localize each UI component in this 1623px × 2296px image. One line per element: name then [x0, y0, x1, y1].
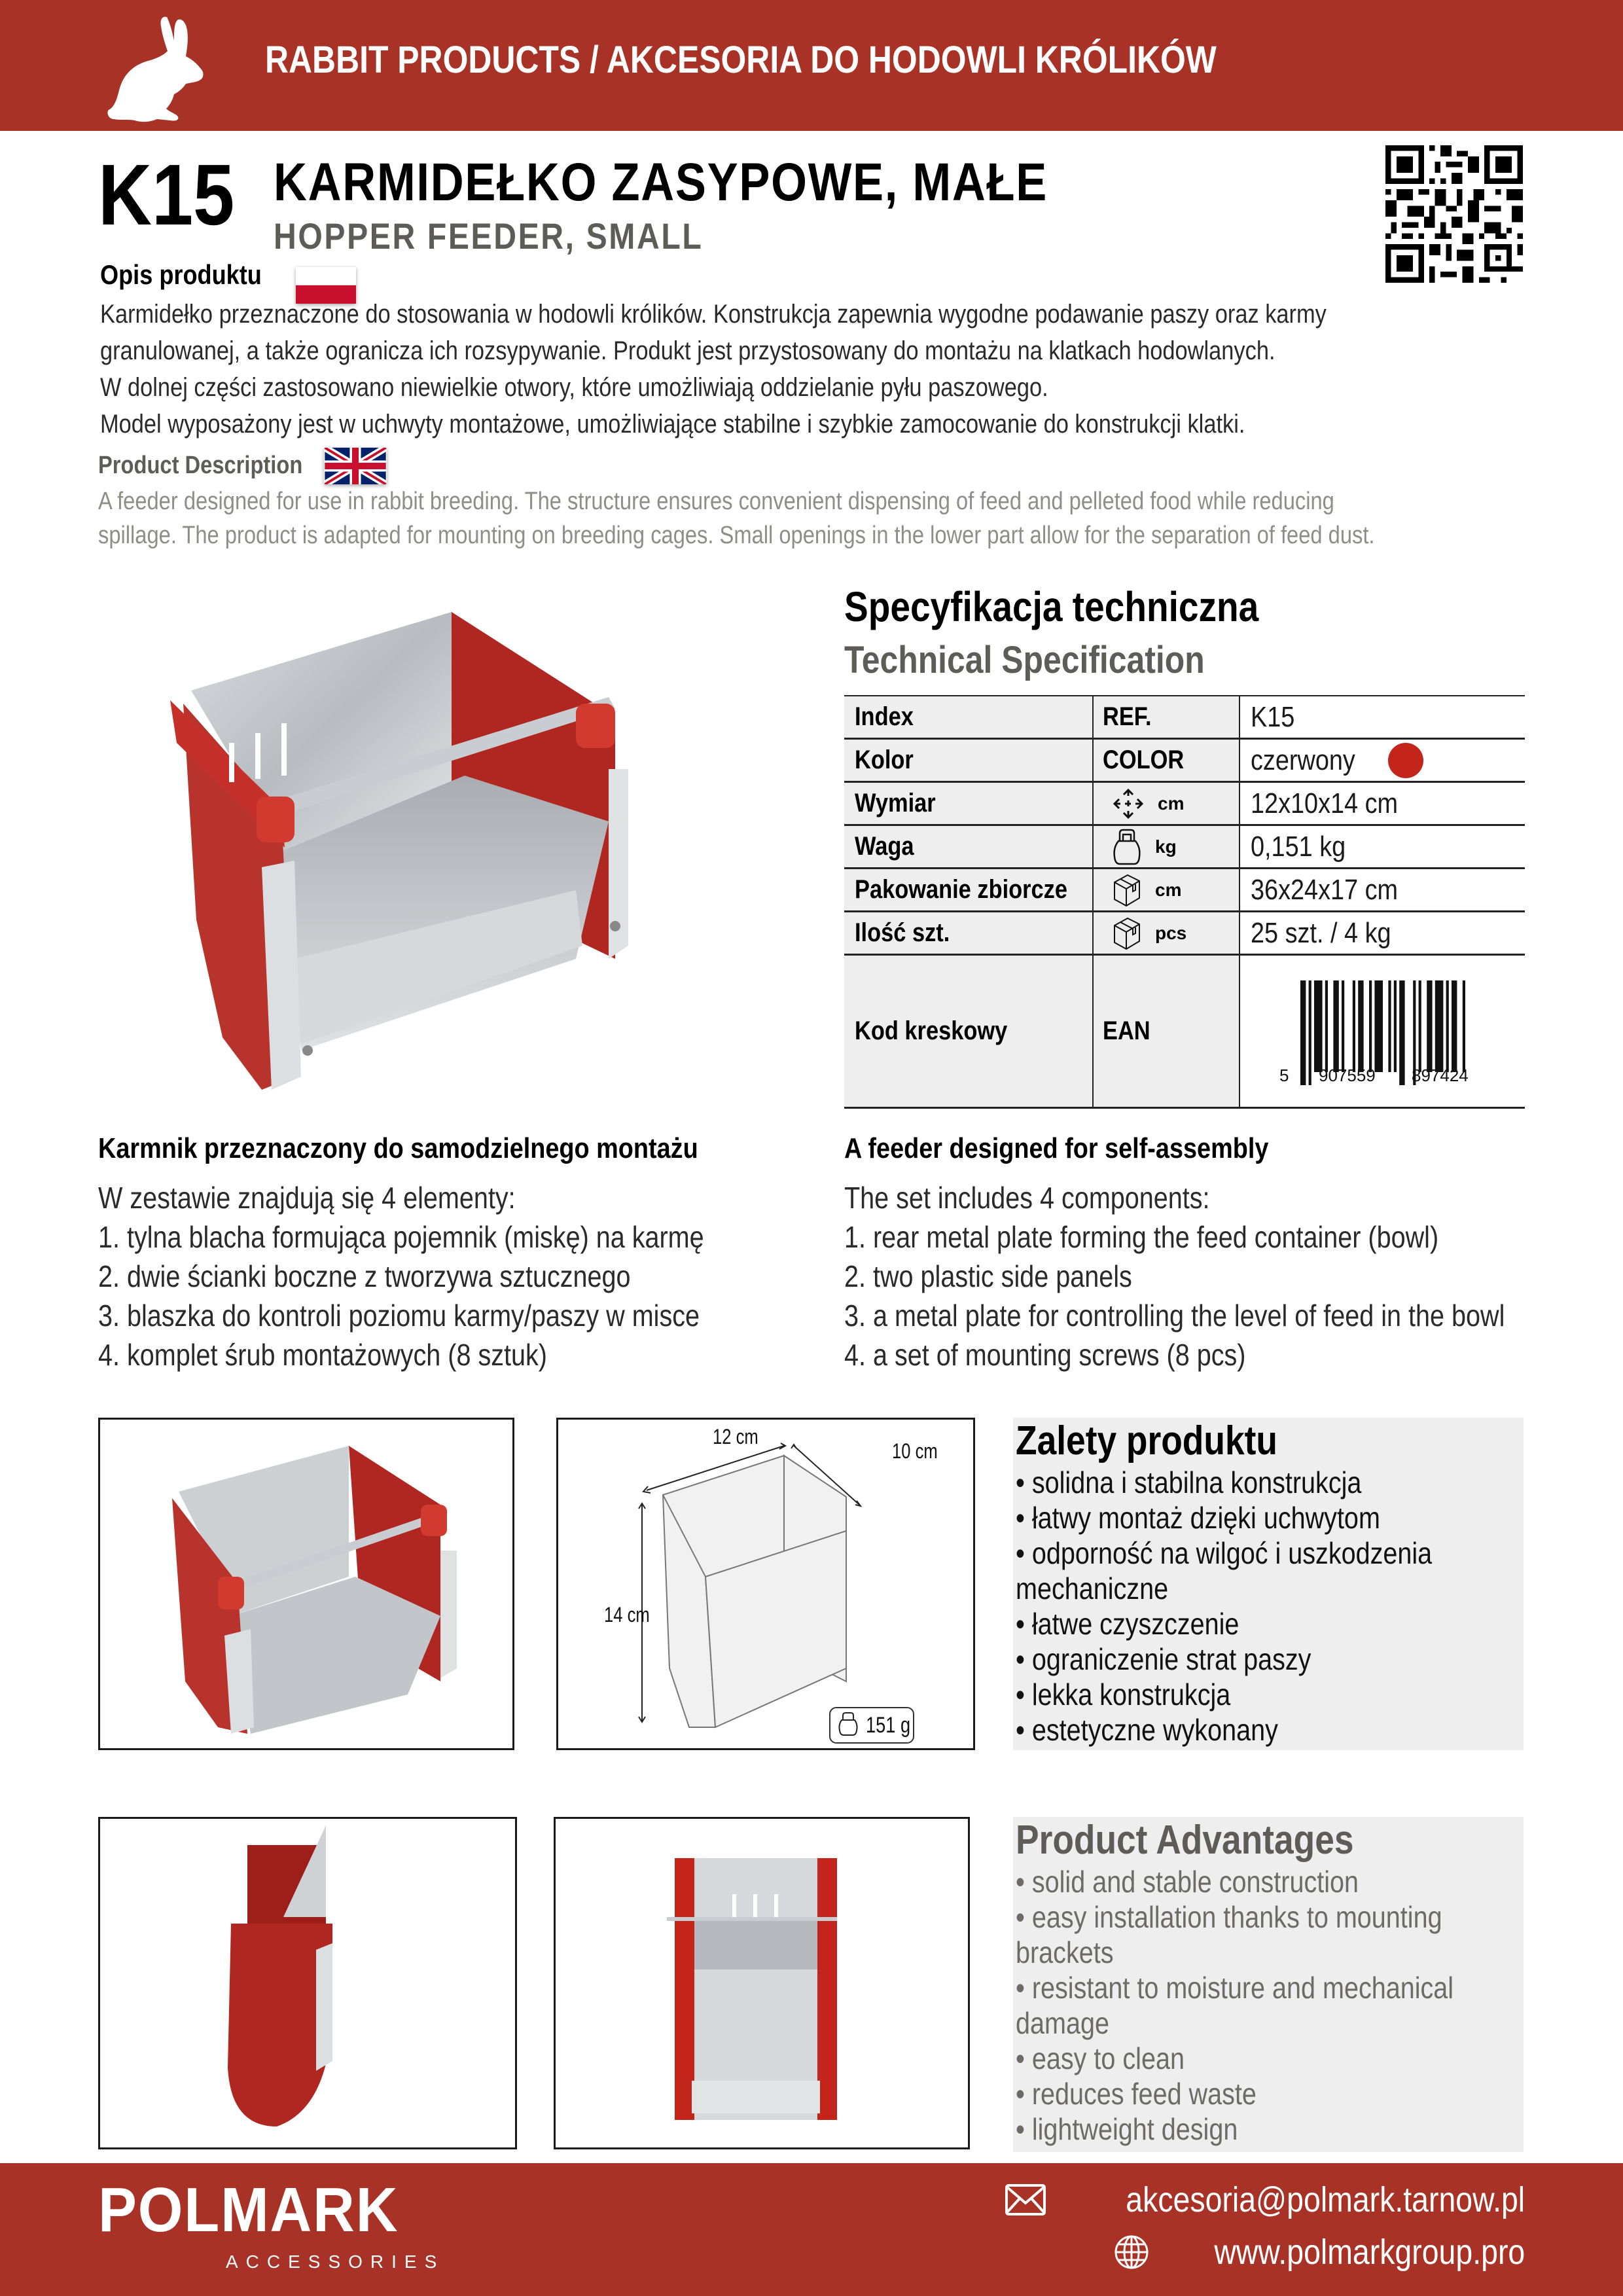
- uk-flag-icon: [324, 448, 387, 484]
- spec-value: 12x10x14 cm: [1251, 787, 1399, 819]
- kettlebell-icon: [1112, 828, 1142, 866]
- envelope-icon: [1005, 2183, 1046, 2216]
- barcode-bar: [1399, 980, 1404, 1085]
- barcode-bar: [1435, 980, 1444, 1072]
- advantages-pl-title: Zalety produktu: [1016, 1418, 1277, 1463]
- ean-digits-left: 907559: [1319, 1066, 1376, 1085]
- spec-label: Wymiar: [855, 789, 936, 817]
- advantage-item: • solid and stable construction: [1016, 1865, 1359, 1899]
- dimension-width: 12 cm: [713, 1425, 758, 1448]
- description-en: [98, 484, 1449, 552]
- barcode-bar: [1374, 980, 1383, 1072]
- assembly-item: 1. rear metal plate forming the feed container (bowl): [844, 1220, 1439, 1254]
- category-title: RABBIT PRODUCTS / AKCESORIA DO HODOWLI KRÓLIKÓW: [265, 39, 1217, 81]
- spec-key: REF.: [1103, 702, 1152, 731]
- spec-label: Ilość szt.: [855, 918, 950, 947]
- barcode-bar: [1446, 980, 1449, 1072]
- spec-value: K15: [1251, 700, 1295, 733]
- color-swatch: [1388, 743, 1423, 778]
- barcode-bar: [1358, 980, 1363, 1072]
- barcode-bar: [1325, 980, 1328, 1072]
- spec-unit: cm: [1158, 793, 1185, 814]
- description-pl-line: granulowanej, a także ogranicza ich rozsypywanie. Produkt jest przystosowany do montażu na klatkach hodowlanych.: [100, 336, 1275, 365]
- description-pl: [100, 296, 1412, 442]
- spec-row-barcode: [844, 956, 1525, 1109]
- brand-logo: POLMARK: [98, 2175, 399, 2245]
- product-photo-side: [98, 1817, 517, 2149]
- assembly-item: 1. tylna blacha formująca pojemnik (miskę) na karmę: [98, 1220, 704, 1254]
- box-icon: [1112, 916, 1142, 950]
- spec-value: czerwony: [1251, 744, 1355, 776]
- description-label-pl: Opis produktu: [100, 259, 262, 290]
- spec-value: 36x24x17 cm: [1251, 873, 1399, 906]
- advantage-item: • easy installation thanks to mounting brackets: [1016, 1900, 1442, 1969]
- advantage-item: • lekka konstrukcja: [1016, 1677, 1231, 1712]
- assembly-item: 3. a metal plate for controlling the level of feed in the bowl: [844, 1299, 1505, 1333]
- website-link[interactable]: www.polmarkgroup.pro: [1214, 2233, 1525, 2272]
- spec-row-index: [844, 696, 1525, 740]
- advantage-item: • reduces feed waste: [1016, 2077, 1257, 2111]
- advantage-item: • estetyczne wykonany: [1016, 1713, 1278, 1747]
- advantage-item: • easy to clean: [1016, 2041, 1185, 2075]
- barcode-bar: [1309, 980, 1311, 1085]
- advantage-item: • łatwe czyszczenie: [1016, 1607, 1240, 1641]
- assembly-item: 3. blaszka do kontroli poziomu karmy/paszy w misce: [98, 1299, 700, 1333]
- spec-title-pl: Specyfikacja techniczna: [844, 583, 1259, 630]
- description-en-line: A feeder designed for use in rabbit breeding. The structure ensures convenient dispensing of feed and pelleted food while reducing: [98, 488, 1334, 515]
- barcode-bar: [1342, 980, 1344, 1072]
- assembly-list-pl: [98, 1178, 704, 1374]
- contact-website[interactable]: [1114, 2232, 1525, 2272]
- advantage-item: • solidna i stabilna konstrukcja: [1016, 1465, 1362, 1499]
- move-arrows-icon: [1112, 787, 1145, 820]
- spec-row-dimensions: [844, 783, 1525, 826]
- advantages-en-list: [1016, 1864, 1494, 2147]
- spec-unit: pcs: [1155, 922, 1187, 943]
- barcode-bar: [1452, 980, 1457, 1072]
- description-label-en: Product Description: [98, 452, 303, 479]
- barcode-bar: [1388, 980, 1391, 1072]
- rabbit-icon: [105, 14, 216, 124]
- spec-row-weight: [844, 826, 1525, 869]
- spec-title-en: Technical Specification: [844, 639, 1205, 681]
- dimension-depth: 10 cm: [892, 1439, 938, 1463]
- advantage-item: • ograniczenie strat paszy: [1016, 1642, 1311, 1676]
- advantage-item: • łatwy montaż dzięki uchwytom: [1016, 1501, 1380, 1535]
- advantage-item: • odporność na wilgoć i uszkodzenia mechaniczne: [1016, 1536, 1433, 1605]
- advantage-item: • lightweight design: [1016, 2112, 1238, 2146]
- feeder-photo-angle: [100, 1420, 512, 1748]
- spec-unit: kg: [1155, 836, 1177, 857]
- advantage-item: • resistant to moisture and mechanical damage: [1016, 1971, 1454, 2040]
- assembly-intro: The set includes 4 components:: [844, 1181, 1210, 1215]
- dimension-weight: 151 g: [866, 1713, 911, 1738]
- qr-code[interactable]: [1383, 145, 1525, 283]
- spec-key: COLOR: [1103, 745, 1185, 774]
- dimension-drawing: [556, 1418, 975, 1750]
- barcode-bar: [1427, 980, 1432, 1072]
- product-photo-angle: [98, 1418, 514, 1750]
- spec-label: Waga: [855, 832, 914, 861]
- barcode-bar: [1419, 980, 1421, 1072]
- spec-row-color: [844, 740, 1525, 783]
- email-link[interactable]: akcesoria@polmark.tarnow.pl: [1126, 2180, 1525, 2219]
- description-en-line: spillage. The product is adapted for mounting on breeding cages. Small openings in the lower part allow for the separation of feed dust.: [98, 522, 1375, 549]
- assembly-item: 2. dwie ścianki boczne z tworzywa sztucznego: [98, 1259, 631, 1293]
- feeder-sketch: [558, 1420, 973, 1748]
- advantages-en-panel: [1013, 1817, 1524, 2152]
- spec-label: Index: [855, 702, 914, 731]
- ean-digit-first: 5: [1279, 1066, 1289, 1085]
- ean-digits-right: 897424: [1412, 1066, 1469, 1085]
- description-pl-line: Model wyposażony jest w uchwyty montażowe, umożliwiające stabilne i szybkie zamocowanie do konstrukcji klatki.: [100, 410, 1245, 439]
- barcode-bar: [1353, 980, 1355, 1072]
- barcode-bar: [1369, 980, 1372, 1072]
- spec-label: Kod kreskowy: [855, 1016, 1008, 1045]
- barcode-bar: [1314, 980, 1323, 1072]
- assembly-intro: W zestawie znajdują się 4 elementy:: [98, 1181, 516, 1215]
- product-title-pl: KARMIDEŁKO ZASYPOWE, MAŁE: [274, 152, 1048, 212]
- contact-email[interactable]: [1005, 2179, 1525, 2220]
- barcode-bar: [1300, 980, 1306, 1085]
- advantages-en-title: Product Advantages: [1016, 1818, 1354, 1863]
- assembly-item: 4. a set of mounting screws (8 pcs): [844, 1338, 1246, 1372]
- description-pl-line: Karmidełko przeznaczone do stosowania w hodowli królików. Konstrukcja zapewnia wygodne podawanie paszy oraz karmy: [100, 300, 1327, 329]
- barcode-bar: [1333, 980, 1338, 1072]
- assembly-list-en: [844, 1178, 1505, 1374]
- assembly-heading-pl: Karmnik przeznaczony do samodzielnego montażu: [98, 1132, 698, 1164]
- spec-label: Pakowanie zbiorcze: [855, 875, 1068, 904]
- box-icon: [1112, 873, 1142, 907]
- feeder-photo-front: [556, 1819, 968, 2147]
- product-code: K15: [98, 147, 235, 243]
- spec-value: 0,151 kg: [1251, 830, 1346, 863]
- assembly-item: 4. komplet śrub montażowych (8 sztuk): [98, 1338, 547, 1372]
- product-photo-front: [554, 1817, 970, 2149]
- product-photo-main: [157, 592, 654, 1109]
- spec-row-packaging: [844, 869, 1525, 912]
- barcode-bar: [1394, 980, 1397, 1072]
- spec-table: [844, 695, 1525, 1109]
- spec-unit: cm: [1155, 879, 1182, 900]
- spec-value: 25 szt. / 4 kg: [1251, 916, 1391, 949]
- advantages-pl-panel: [1013, 1418, 1524, 1750]
- spec-label: Kolor: [855, 745, 914, 774]
- brand-logo-subtitle: ACCESSORIES: [226, 2251, 445, 2272]
- product-title-en: HOPPER FEEDER, SMALL: [274, 215, 704, 257]
- globe-icon: [1114, 2234, 1149, 2270]
- feeder-photo-side: [100, 1819, 515, 2147]
- assembly-heading-en: A feeder designed for self-assembly: [844, 1132, 1269, 1164]
- spec-key: EAN: [1103, 1016, 1150, 1045]
- spec-row-quantity: [844, 912, 1525, 956]
- assembly-item: 2. two plastic side panels: [844, 1259, 1132, 1293]
- barcode-bar: [1463, 980, 1465, 1072]
- advantages-pl-list: [1016, 1465, 1494, 1748]
- description-pl-line: W dolnej części zastosowano niewielkie otwory, które umożliwiają oddzielanie pyłu paszowego.: [100, 373, 1048, 402]
- dimension-height: 14 cm: [604, 1603, 650, 1626]
